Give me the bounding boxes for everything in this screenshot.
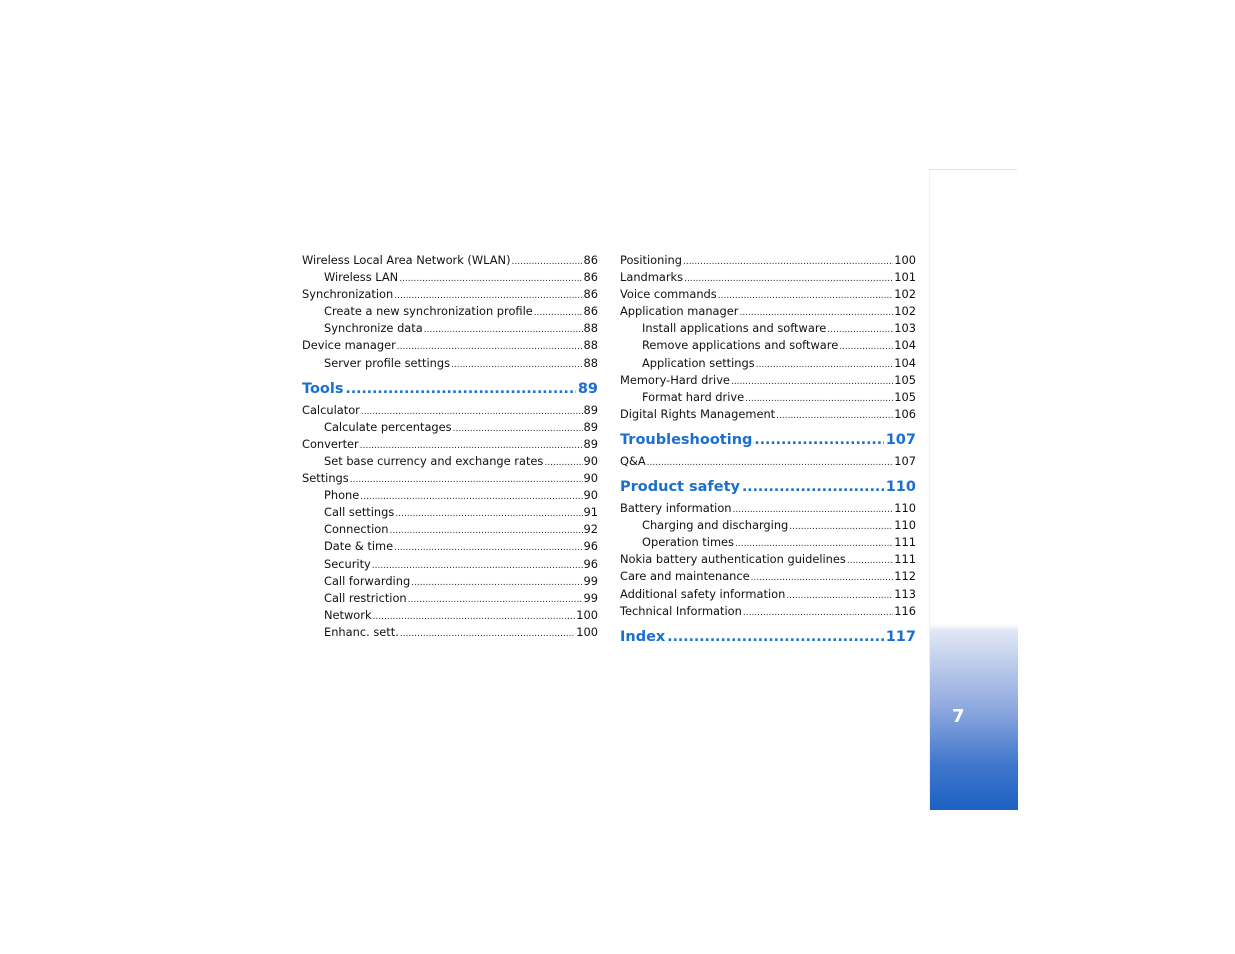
toc-entry[interactable] (620, 406, 916, 423)
toc-page-number: 89 (583, 419, 598, 434)
toc-page-number: 103 (894, 321, 916, 336)
toc-page-number: 112 (894, 569, 916, 584)
toc-page-number: 96 (583, 539, 598, 554)
dot-leader (776, 406, 893, 425)
toc-subentry[interactable] (620, 320, 916, 337)
toc-entry-title: Application settings (642, 355, 755, 370)
toc-entry[interactable] (620, 603, 916, 620)
toc-entry-title: Product safety (620, 479, 740, 496)
toc-entry-title: Security (324, 556, 371, 571)
toc-page-number: 91 (583, 505, 598, 520)
toc-subentry[interactable] (302, 573, 598, 590)
toc-page-number: 89 (577, 380, 598, 397)
toc-page-number: 86 (583, 304, 598, 319)
side-tab-top-rule (929, 169, 1017, 170)
toc-subentry[interactable] (302, 504, 598, 521)
toc-entry-title: Call settings (324, 505, 395, 520)
toc-page-number: 106 (894, 406, 916, 421)
toc-subentry[interactable] (620, 337, 916, 354)
toc-entry-title: Call forwarding (324, 573, 411, 588)
toc-entry-title: Wireless Local Area Network (WLAN) (302, 253, 511, 267)
toc-page-number: 104 (894, 338, 916, 353)
toc-entry[interactable] (620, 551, 916, 568)
toc-subentry[interactable] (620, 534, 916, 551)
toc-page-number: 90 (583, 453, 598, 468)
toc-entry-title: Digital Rights Management (620, 406, 776, 421)
toc-entry-title: Synchronize data (324, 321, 423, 336)
toc-page-number: 88 (583, 338, 598, 353)
toc-page-number: 102 (894, 287, 916, 302)
toc-entry[interactable] (620, 286, 916, 303)
toc-left-column (302, 252, 598, 641)
toc-section-heading[interactable] (620, 475, 916, 499)
toc-page-number: 110 (885, 479, 916, 496)
toc-entry-title: Device manager (302, 338, 396, 353)
toc-page-number: 116 (894, 603, 916, 618)
toc-entry[interactable] (302, 402, 598, 419)
toc-entry[interactable] (302, 470, 598, 487)
toc-entry-title: Nokia battery authentication guidelines (620, 552, 846, 567)
toc-entry[interactable] (620, 568, 916, 585)
toc-page-number: 101 (894, 270, 916, 285)
toc-page-number: 102 (894, 304, 916, 319)
toc-entry-title: Voice commands (620, 287, 717, 302)
toc-entry[interactable] (620, 269, 916, 286)
toc-entry[interactable] (302, 436, 598, 453)
toc-entry-title: Landmarks (620, 270, 684, 285)
toc-subentry[interactable] (302, 453, 598, 470)
toc-entry-title: Network (324, 607, 372, 622)
toc-entry[interactable] (620, 252, 916, 269)
toc-entry-title: Synchronization (302, 287, 394, 302)
toc-page-number: 111 (894, 552, 916, 567)
toc-entry-title: Install applications and software (642, 321, 827, 336)
toc-page-number: 117 (885, 628, 916, 645)
toc-entry-title: Enhanc. sett. (324, 624, 399, 639)
toc-entry-title: Operation times (642, 535, 734, 550)
toc-entry[interactable] (620, 372, 916, 389)
toc-entry-title: Q&A (620, 453, 646, 468)
toc-subentry[interactable] (620, 517, 916, 534)
dot-leader (647, 453, 894, 472)
toc-entry-title: Settings (302, 471, 349, 486)
toc-entry[interactable] (302, 286, 598, 303)
toc-page-number: 110 (894, 518, 916, 533)
toc-entry-title: Calculator (302, 402, 360, 417)
toc-page-number: 99 (583, 590, 598, 605)
toc-entry-title: Index (620, 628, 666, 645)
toc-page-number: 86 (583, 270, 598, 285)
toc-page-number: 86 (583, 287, 598, 302)
toc-entry-title: Server profile settings (324, 355, 450, 370)
toc-entry-title: Battery information (620, 501, 732, 516)
toc-page-number: 96 (583, 556, 598, 571)
toc-page-number: 90 (583, 488, 598, 503)
toc-entry-title: Connection (324, 522, 389, 537)
toc-entry[interactable] (302, 252, 598, 269)
toc-section-heading[interactable] (620, 625, 916, 649)
toc-page-number: 100 (576, 607, 598, 622)
toc-entry-title: Phone (324, 488, 360, 503)
toc-entry[interactable] (620, 586, 916, 603)
toc-subentry[interactable] (302, 419, 598, 436)
toc-entry-title: Format hard drive (642, 389, 745, 404)
toc-entry-title: Charging and discharging (642, 518, 789, 533)
toc-entry-title: Call restriction (324, 590, 407, 605)
dot-leader (451, 355, 583, 374)
dot-leader (742, 475, 884, 499)
toc-page-number: 86 (583, 253, 598, 267)
toc-subentry[interactable] (302, 303, 598, 320)
dot-leader (754, 428, 883, 452)
toc-entry-title: Remove applications and software (642, 338, 839, 353)
toc-section-heading[interactable] (302, 377, 598, 401)
toc-page-number: 104 (894, 355, 916, 370)
toc-entry-title: Additional safety information (620, 586, 786, 601)
page-side-tab (929, 169, 1018, 810)
toc-entry-title: Calculate percentages (324, 419, 452, 434)
toc-entry-title: Converter (302, 436, 359, 451)
toc-entry-title: Technical Information (620, 603, 742, 618)
toc-page-number: 89 (583, 402, 598, 417)
dot-leader (743, 603, 893, 622)
toc-subentry[interactable] (302, 269, 598, 286)
dot-leader (346, 377, 576, 401)
toc-subentry[interactable] (302, 624, 598, 641)
toc-subentry[interactable] (302, 590, 598, 607)
toc-subentry[interactable] (302, 320, 598, 337)
toc-page-number: 92 (583, 522, 598, 537)
toc-entry-title: Memory-Hard drive (620, 372, 730, 387)
toc-entry[interactable] (620, 500, 916, 517)
toc-subentry[interactable] (620, 389, 916, 406)
toc-subentry[interactable] (302, 556, 598, 573)
toc-page-number: 105 (894, 389, 916, 404)
toc-section-heading[interactable] (620, 428, 916, 452)
dot-leader (667, 625, 883, 649)
toc-page-number: 88 (583, 355, 598, 370)
toc-page-number: 90 (583, 471, 598, 486)
toc-page-number: 100 (894, 253, 916, 267)
toc-entry[interactable] (302, 337, 598, 354)
toc-entry-title: Application manager (620, 304, 739, 319)
toc-entry-title: Set base currency and exchange rates (324, 453, 544, 468)
toc-entry-title: Tools (302, 380, 344, 397)
toc-entry-title: Wireless LAN (324, 270, 399, 285)
toc-page-number: 107 (894, 453, 916, 468)
toc-subentry[interactable] (302, 521, 598, 538)
toc-page-number: 89 (583, 436, 598, 451)
page-number: 7 (952, 706, 965, 727)
toc-entry-title: Date & time (324, 539, 394, 554)
toc-subentry[interactable] (302, 487, 598, 504)
toc-page-number: 110 (894, 501, 916, 516)
toc-page-number: 107 (885, 431, 916, 448)
toc-page-number: 99 (583, 573, 598, 588)
toc-entry-title: Troubleshooting (620, 431, 753, 448)
dot-leader (400, 624, 575, 643)
toc-entry[interactable] (620, 453, 916, 470)
toc-page-number: 88 (583, 321, 598, 336)
toc-entry-title: Create a new synchronization profile (324, 304, 533, 319)
toc-subentry[interactable] (302, 355, 598, 372)
toc-entry[interactable] (620, 303, 916, 320)
toc-subentry[interactable] (620, 355, 916, 372)
toc-entry-title: Care and maintenance (620, 569, 750, 584)
toc-page-number: 113 (894, 586, 916, 601)
toc-page-number: 111 (894, 535, 916, 550)
toc-entry-title: Positioning (620, 253, 682, 267)
toc-subentry[interactable] (302, 607, 598, 624)
toc-right-column (620, 252, 916, 650)
toc-subentry[interactable] (302, 538, 598, 555)
toc-page-number: 105 (894, 372, 916, 387)
toc-page-number: 100 (576, 624, 598, 639)
